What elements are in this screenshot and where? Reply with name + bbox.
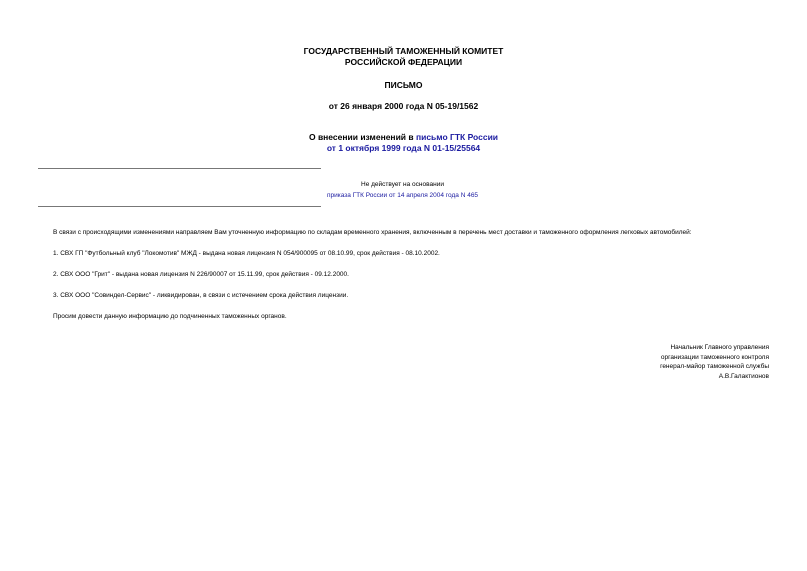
status-notice xyxy=(300,179,505,201)
issuer-heading xyxy=(0,46,807,68)
signature-rank: генерал-майор таможенной службы xyxy=(660,363,769,371)
document-date: от 26 января 2000 года N 05-19/1562 xyxy=(328,101,479,111)
divider-top xyxy=(38,168,321,169)
issuer-line-2: РОССИЙСКОЙ ФЕДЕРАЦИИ xyxy=(344,57,463,67)
body-item-1: 1. СВХ ГП "Футбольный клуб "Локомотив" МЖД - выдана новая лицензия N 054/900095 от 08.10.99, срок действия - 08.10.2002. xyxy=(53,250,440,257)
body-intro: В связи с происходящими изменениями направляем Вам уточненную информацию по складам временного хранения, включенным в перечень мест доставки и таможенного оформления легковых автомобилей: xyxy=(53,229,692,236)
signature-block xyxy=(660,343,769,382)
body-request: Просим довести данную информацию до подчиненных таможенных органов. xyxy=(53,313,287,320)
status-text: Не действует на основании xyxy=(361,181,444,188)
signature-position-1: Начальник Главного управления xyxy=(670,344,769,351)
signature-position-2: организации таможенного контроля xyxy=(660,353,769,361)
referenced-letter-link-date[interactable]: от 1 октября 1999 года N 01-15/25564 xyxy=(326,143,481,153)
status-order-link[interactable]: приказа ГТК России от 14 апреля 2004 года N 465 xyxy=(326,192,479,199)
document-type: ПИСЬМО xyxy=(384,80,423,90)
body-item-3: 3. СВХ ООО "Совиндел-Сервис" - ликвидирован, в связи с истечением срока действия лицензии. xyxy=(53,292,349,299)
issuer-line-1: ГОСУДАРСТВЕННЫЙ ТАМОЖЕННЫЙ КОМИТЕТ xyxy=(303,46,504,56)
body-item-2: 2. СВХ ООО "Грит" - выдана новая лицензия N 226/90007 от 15.11.99, срок действия - 09.12.2000. xyxy=(53,271,349,278)
subject-prefix: О внесении изменений в xyxy=(308,132,416,142)
divider-bottom xyxy=(38,206,321,207)
signature-name: А.В.Галактионов xyxy=(718,373,769,381)
document-subject xyxy=(0,132,807,154)
referenced-letter-link[interactable]: письмо ГТК России xyxy=(415,132,499,142)
